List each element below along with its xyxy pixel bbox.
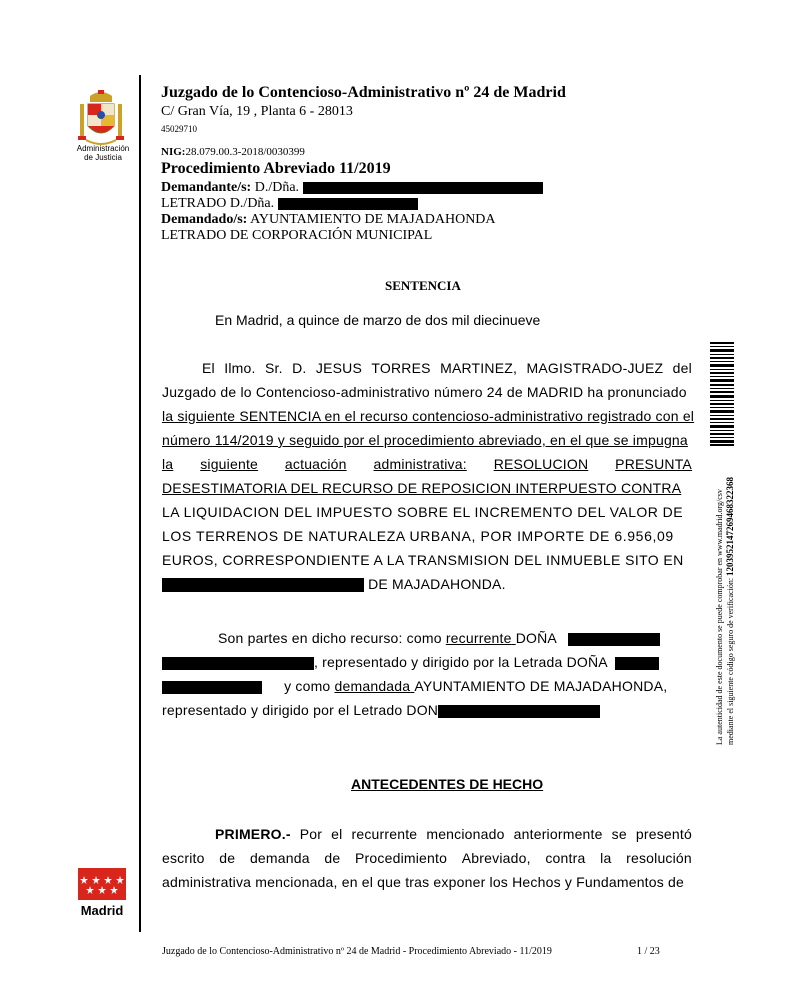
page-footer: Juzgado de lo Contencioso-Administrativo nº 24 de Madrid - Procedimiento Abreviado - 11/2019: [162, 946, 552, 957]
p1-line-1: El Ilmo. Sr. D. JESUS TORRES MARTINEZ, MAGISTRADO-JUEZ del: [202, 360, 692, 376]
p1-line-5: la siguiente actuación administrativa: RESOLUCION PRESUNTA: [162, 456, 692, 472]
defendant-lawyer: LETRADO DE CORPORACIÓN MUNICIPAL: [161, 228, 433, 243]
p1-line-9: EUROS, CORRESPONDIENTE A LA TRANSMISION DEL INMUEBLE SITO EN: [162, 552, 684, 568]
document-title: SENTENCIA: [385, 278, 461, 293]
plaintiff-label: Demandante/s:: [161, 180, 252, 195]
madrid-logo-label: Madrid: [80, 903, 124, 918]
court-name: Juzgado de lo Contencioso-Administrativo nº 24 de Madrid: [161, 84, 566, 101]
verification-code: 1203952147269468322368: [725, 476, 735, 576]
madrid-logo: [78, 868, 126, 900]
p1-line-7: LA LIQUIDACION DEL IMPUESTO SOBRE EL INCREMENTO DEL VALOR DE: [162, 504, 684, 520]
p3-line-1: PRIMERO.- Por el recurrente mencionado anteriormente se presentó: [215, 826, 692, 842]
nig-value: 28.079.00.3-2018/0030399: [185, 146, 305, 158]
p1-line-10: DE MAJADAHONDA.: [162, 576, 692, 592]
verification-line-2: mediante el siguiente código seguro de verificación: 1203952147269468322368: [725, 476, 735, 745]
p1-line-2: Juzgado de lo Contencioso-administrativo número 24 de MADRID ha pronunciado: [162, 384, 687, 400]
p3-line-3: administrativa mencionada, en el que tras exponer los Hechos y Fundamentos de: [162, 874, 685, 890]
court-address: C/ Gran Vía, 19 , Planta 6 - 28013: [161, 104, 353, 119]
coat-of-arms-icon: [76, 90, 126, 148]
lawyer-label: LETRADO D./Dña.: [161, 196, 275, 211]
p1-line-4: número 114/2019 y seguido por el procedimiento abreviado, en el que se impugna: [162, 432, 688, 448]
p2-line-3: y como demandada AYUNTAMIENTO DE MAJADAHONDA,: [162, 678, 692, 694]
verification-line-1: La autenticidad de este documento se puede comprobar en www.madrid.org/csv: [715, 489, 724, 745]
redaction-bar: [615, 657, 659, 670]
redaction-bar: [303, 182, 543, 194]
plaintiff-line: [161, 180, 543, 196]
nig-line: [161, 146, 305, 158]
defendant-label: Demandado/s:: [161, 212, 248, 227]
defendant-value: AYUNTAMIENTO DE MAJADAHONDA: [250, 212, 496, 227]
redaction-bar: [278, 198, 418, 210]
redaction-bar: [162, 657, 314, 670]
procedure-title: Procedimiento Abreviado 11/2019: [161, 160, 391, 177]
p1-line-6: DESESTIMATORIA DEL RECURSO DE REPOSICION INTERPUESTO CONTRA: [162, 480, 682, 496]
date-line: En Madrid, a quince de marzo de dos mil diecinueve: [215, 312, 541, 328]
redaction-bar: [438, 705, 600, 718]
stars-icon: [78, 868, 126, 900]
page-number: 1 / 23: [637, 946, 660, 957]
redaction-bar: [162, 681, 262, 694]
nig-label: NIG:: [161, 146, 186, 158]
redaction-bar: [568, 633, 660, 646]
defendant-line: [161, 212, 496, 228]
barcode-icon: [710, 342, 734, 446]
section-heading: ANTECEDENTES DE HECHO: [351, 776, 544, 792]
p1-line-3: la siguiente SENTENCIA en el recurso contencioso-administrativo registrado con el: [162, 408, 695, 424]
court-code: 45029710: [161, 124, 197, 134]
margin-rule: [139, 75, 141, 932]
p2-line-2: , representado y dirigido por la Letrada DOÑA: [162, 654, 692, 670]
plaintiff-value: D./Dña.: [254, 180, 300, 195]
verification-text: [715, 477, 736, 745]
p3-line-2: escrito de demanda de Procedimiento Abreviado, contra la resolución: [162, 850, 692, 866]
p2-line-4: representado y dirigido por el Letrado DON: [162, 702, 692, 718]
plaintiff-lawyer-line: [161, 196, 418, 212]
administration-label: Administración de Justicia: [76, 144, 130, 162]
p2-line-1: Son partes en dicho recurso: como recurrente DOÑA: [218, 630, 692, 646]
p1-line-8: LOS TERRENOS DE NATURALEZA URBANA, POR IMPORTE DE 6.956,09: [162, 528, 674, 544]
redaction-bar: [162, 578, 364, 592]
